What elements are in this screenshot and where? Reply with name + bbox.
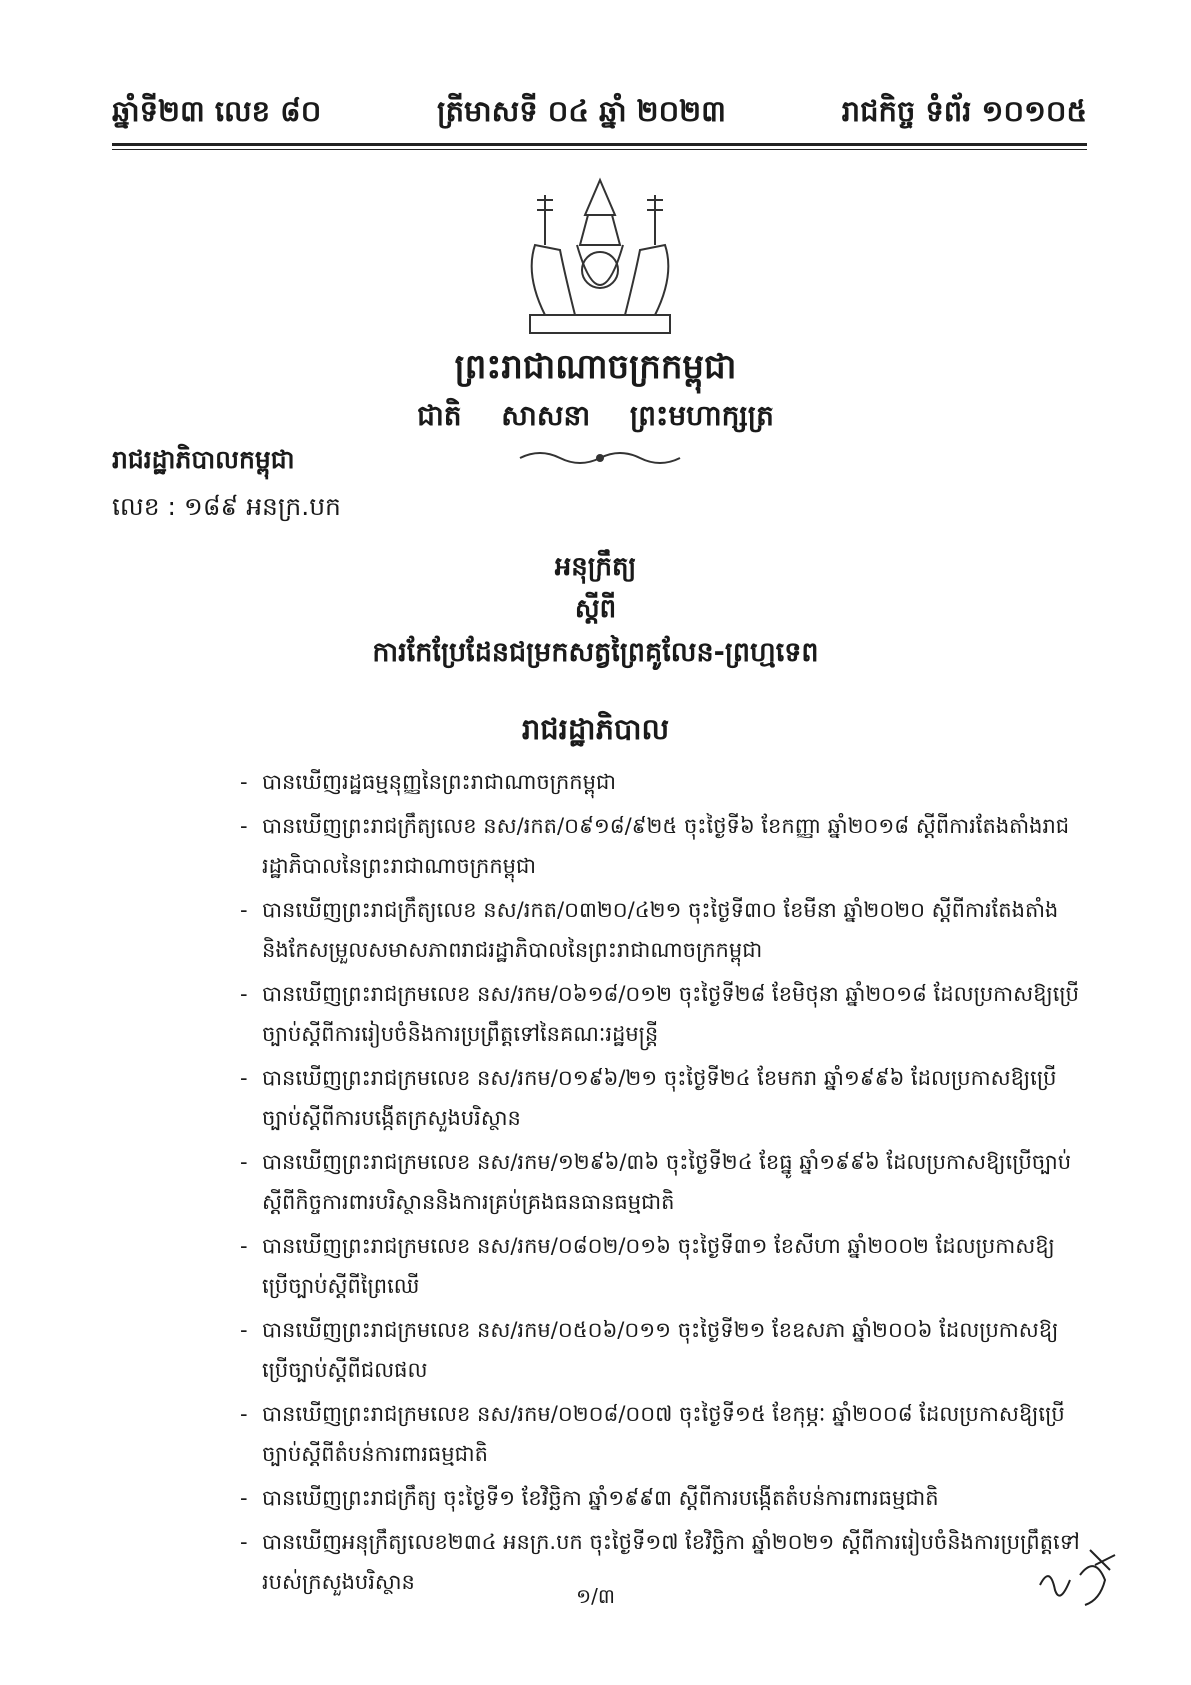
gazette-quarter: ត្រីមាសទី ០៤ ឆ្នាំ ២០២៣ [437, 94, 726, 128]
handwritten-initials-icon [1035, 1545, 1125, 1615]
preamble-clause: - បានឃើញព្រះរាជក្រឹត្យ ចុះថ្ងៃទី១ ខែវិច្ឆិកា ឆ្នាំ១៩៩៣ ស្តីពីការបង្កើតតំបន់ការពារធម្មជាតិ [240, 1478, 1080, 1518]
gazette-year-issue: ឆ្នាំទី២៣ លេខ ៨០ [112, 94, 322, 128]
preamble-clause: - បានឃើញព្រះរាជក្រឹត្យលេខ នស/រកត/០៩១៨/៩២៥ ចុះថ្ងៃទី៦ ខែកញ្ញា ឆ្នាំ២០១៨ ស្តីពីការតែងតាំងរាជរដ្ឋាភិបាលនៃព្រះរាជាណាចក្រកម្ពុជា [240, 806, 1080, 886]
header-rule-thin [112, 149, 1087, 150]
header-rule [112, 143, 1087, 146]
page-number: ១/៣ [576, 1584, 615, 1608]
document-number: លេខ : ១៨៩ អនក្រ.បក [112, 492, 341, 521]
national-motto: ជាតិ សាសនា ព្រះមហាក្សត្រ [417, 399, 774, 432]
kingdom-name: ព្រះរាជាណាចក្រកម្ពុជា [454, 347, 737, 387]
preamble-clause: - បានឃើញព្រះរាជក្រមលេខ នស/រកម/០២០៨/០០៧ ចុះថ្ងៃទី១៥ ខែកុម្ភៈ ឆ្នាំ២០០៨ ដែលប្រកាសឱ្យប្រើច្បាប់ស្តីពីតំបន់ការពារធម្មជាតិ [240, 1394, 1080, 1474]
preamble-clause: - បានឃើញអនុក្រឹត្យលេខ២៣៤ អនក្រ.បក ចុះថ្ងៃទី១៧ ខែវិច្ឆិកា ឆ្នាំ២០២១ ស្តីពីការរៀបចំនិងការប្រព្រឹត្តទៅរបស់ក្រសួងបរិស្ថាន [240, 1522, 1080, 1602]
royal-coat-of-arms-icon [505, 175, 695, 340]
document-type: អនុក្រឹត្យ [554, 552, 637, 582]
gazette-page-ref: រាជកិច្ច ទំព័រ ១០១០៥ [841, 94, 1087, 128]
document-subject: ការកែប្រែដែនជម្រកសត្វព្រៃគូលែន-ព្រហ្មទេព [372, 637, 819, 668]
preamble-clause: - បានឃើញព្រះរាជក្រមលេខ នស/រកម/០១៩៦/២១ ចុះថ្ងៃទី២៤ ខែមករា ឆ្នាំ១៩៩៦ ដែលប្រកាសឱ្យប្រើច្បាប់ស្តីពីការបង្កើតក្រសួងបរិស្ថាន [240, 1058, 1080, 1138]
preamble-clause: - បានឃើញព្រះរាជក្រមលេខ នស/រកម/០៨០២/០១៦ ចុះថ្ងៃទី៣១ ខែសីហា ឆ្នាំ២០០២ ដែលប្រកាសឱ្យប្រើច្បាប់ស្តីពីព្រៃឈើ [240, 1226, 1080, 1306]
ornament-divider-icon [515, 448, 685, 468]
preamble-clause: - បានឃើញព្រះរាជក្រមលេខ នស/រកម/១២៩៦/៣៦ ចុះថ្ងៃទី២៤ ខែធ្នូ ឆ្នាំ១៩៩៦ ដែលប្រកាសឱ្យប្រើច្បាប់ស្តីពីកិច្ចការពារបរិស្ថាននិងការគ្រប់គ្រងធនធានធម្មជាតិ [240, 1142, 1080, 1222]
document-about: ស្តីពី [574, 594, 617, 624]
gazette-header [112, 90, 1087, 140]
preamble-clause: - បានឃើញរដ្ឋធម្មនុញ្ញនៃព្រះរាជាណាចក្រកម្ពុជា [240, 762, 1080, 802]
issuer-name: រាជរដ្ឋាភិបាលកម្ពុជា [112, 445, 295, 474]
preamble-clauses [240, 762, 1080, 1606]
preamble-clause: - បានឃើញព្រះរាជក្រមលេខ នស/រកម/០៦១៨/០១២ ចុះថ្ងៃទី២៨ ខែមិថុនា ឆ្នាំ២០១៨ ដែលប្រកាសឱ្យប្រើច្បាប់ស្តីពីការរៀបចំនិងការប្រព្រឹត្តទៅនៃគណៈរដ្ឋមន្ត្រី [240, 974, 1080, 1054]
preamble-clause: - បានឃើញព្រះរាជក្រឹត្យលេខ នស/រកត/០៣២០/៤២១ ចុះថ្ងៃទី៣០ ខែមីនា ឆ្នាំ២០២០ ស្តីពីការតែងតាំងនិងកែសម្រួលសមាសភាពរាជរដ្ឋាភិបាលនៃព្រះរាជាណាចក្រកម្ពុជា [240, 890, 1080, 970]
preamble-clause: - បានឃើញព្រះរាជក្រមលេខ នស/រកម/០៥០៦/០១១ ចុះថ្ងៃទី២១ ខែឧសភា ឆ្នាំ២០០៦ ដែលប្រកាសឱ្យប្រើច្បាប់ស្តីពីជលផល [240, 1310, 1080, 1390]
body-heading: រាជរដ្ឋាភិបាល [521, 712, 670, 746]
